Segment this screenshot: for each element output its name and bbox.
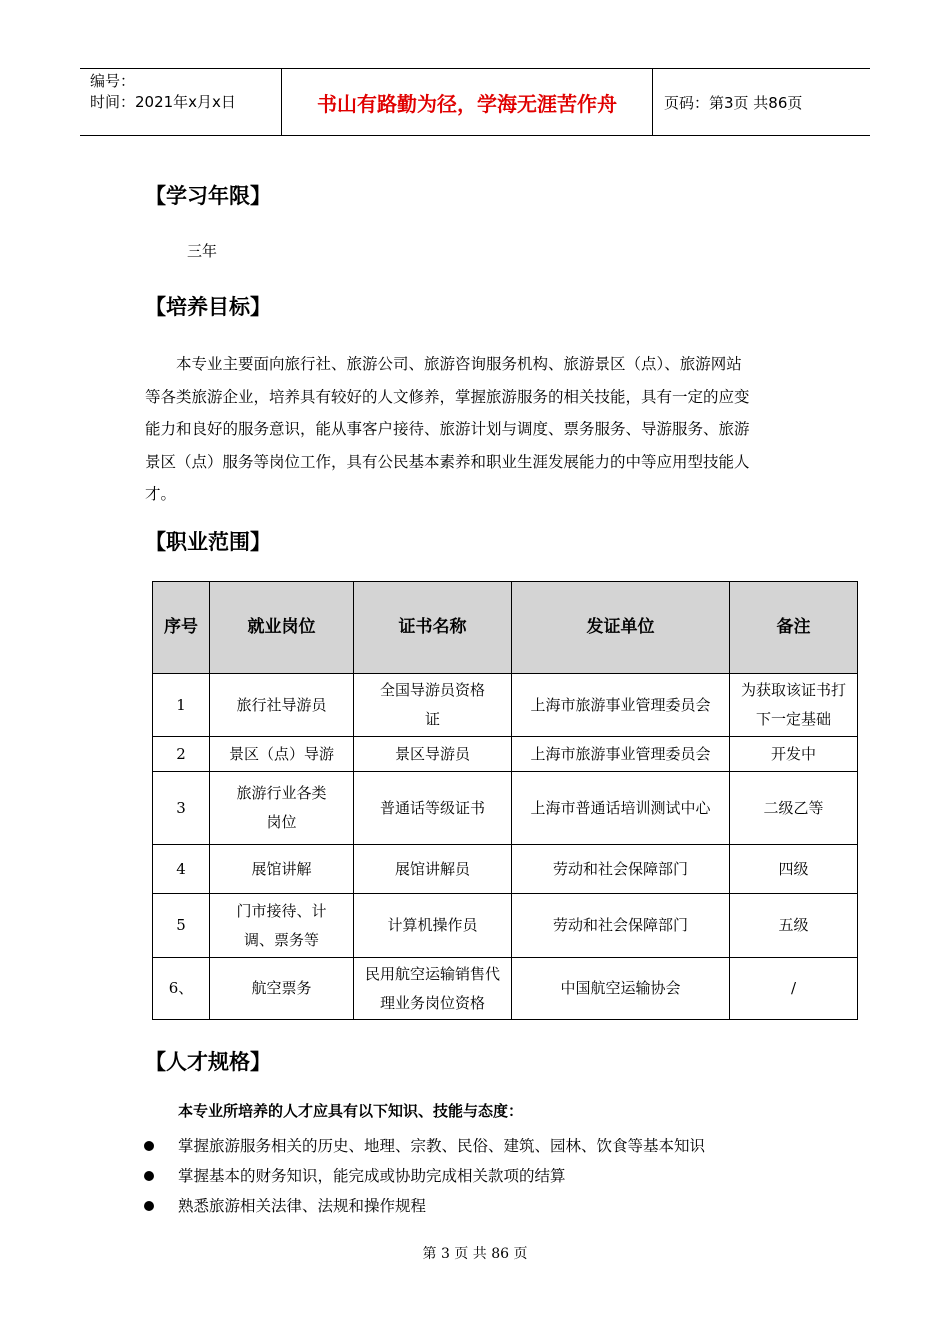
talent-intro: 本专业所培养的人才应具有以下知识、技能与态度： [178, 1102, 524, 1120]
section-title-duration: 【学习年限】 [145, 184, 271, 208]
header-cell-note: 备注 [730, 582, 858, 674]
cell-position: 旅行社导游员 [210, 674, 354, 737]
goal-line: 景区（点）服务等岗位工作，具有公民基本素养和职业生涯发展能力的中等应用型技能人 [145, 452, 750, 471]
bullet-icon [144, 1171, 154, 1181]
cell-position: 航空票务 [210, 958, 354, 1020]
bullet-icon [144, 1141, 154, 1151]
cell-position: 旅游行业各类岗位 [210, 772, 354, 845]
goal-line: 等各类旅游企业，培养具有较好的人文修养，掌握旅游服务的相关技能，具有一定的应变 [145, 387, 750, 406]
cell-certificate: 景区导游员 [354, 737, 512, 772]
page-footer: 第 3 页 共 86 页 [422, 1246, 528, 1262]
header-number: 编号： [90, 72, 136, 90]
cell-note: 五级 [730, 894, 858, 958]
list-item-text: 熟悉旅游相关法律、法规和操作规程 [178, 1197, 427, 1215]
cell-certificate: 普通话等级证书 [354, 772, 512, 845]
page-header [80, 68, 870, 136]
career-table [152, 581, 858, 1020]
goal-line: 才。 [145, 485, 177, 503]
cell-position: 门市接待、计调、票务等 [210, 894, 354, 958]
header-cell-position: 就业岗位 [210, 582, 354, 674]
list-item [145, 1161, 845, 1191]
cell-note: 开发中 [730, 737, 858, 772]
table-header-row [153, 582, 858, 674]
header-cell-issuer: 发证单位 [512, 582, 730, 674]
table-row [153, 894, 858, 958]
header-cell-certificate: 证书名称 [354, 582, 512, 674]
talent-list [145, 1131, 845, 1221]
cell-issuer: 劳动和社会保障部门 [512, 894, 730, 958]
goal-line: 本专业主要面向旅行社、旅游公司、旅游咨询服务机构、旅游景区（点）、旅游网站 [145, 355, 742, 373]
bullet-icon [144, 1201, 154, 1211]
header-motto: 书山有路勤为径，学海无涯苦作舟 [282, 69, 653, 135]
cell-certificate: 民用航空运输销售代理业务岗位资格 [354, 958, 512, 1020]
table-row [153, 958, 858, 1020]
cell-index: 3 [153, 772, 210, 845]
header-page-number: 页码：第3页 共86页 [664, 93, 803, 112]
section-title-career: 【职业范围】 [145, 530, 271, 554]
cell-certificate: 展馆讲解员 [354, 845, 512, 894]
header-cell-index: 序号 [153, 582, 210, 674]
list-item [145, 1191, 845, 1221]
cell-index: 1 [153, 674, 210, 737]
cell-index: 4 [153, 845, 210, 894]
cell-index: 6、 [153, 958, 210, 1020]
cell-note: 四级 [730, 845, 858, 894]
cell-position: 景区（点）导游 [210, 737, 354, 772]
cell-certificate: 计算机操作员 [354, 894, 512, 958]
duration-value: 三年 [187, 242, 218, 260]
header-time: 时间：2021年x月x日 [90, 93, 236, 111]
header-meta [80, 69, 282, 135]
cell-note: 二级乙等 [730, 772, 858, 845]
cell-note: 为获取该证书打下一定基础 [730, 674, 858, 737]
list-item-text: 掌握基本的财务知识，能完成或协助完成相关款项的结算 [178, 1167, 566, 1185]
cell-issuer: 上海市普通话培训测试中心 [512, 772, 730, 845]
section-title-talent: 【人才规格】 [145, 1050, 271, 1074]
list-item-text: 掌握旅游服务相关的历史、地理、宗教、民俗、建筑、园林、饮食等基本知识 [178, 1137, 706, 1155]
table-row [153, 772, 858, 845]
cell-note: / [730, 958, 858, 1020]
cell-issuer: 上海市旅游事业管理委员会 [512, 737, 730, 772]
goal-line: 能力和良好的服务意识，能从事客户接待、旅游计划与调度、票务服务、导游服务、旅游 [145, 420, 750, 438]
list-item [145, 1131, 845, 1161]
table-row [153, 845, 858, 894]
cell-certificate: 全国导游员资格证 [354, 674, 512, 737]
cell-issuer: 中国航空运输协会 [512, 958, 730, 1020]
cell-issuer: 劳动和社会保障部门 [512, 845, 730, 894]
section-title-goal: 【培养目标】 [145, 295, 271, 319]
goal-paragraph [145, 348, 815, 511]
cell-index: 2 [153, 737, 210, 772]
cell-index: 5 [153, 894, 210, 958]
table-row [153, 674, 858, 737]
cell-issuer: 上海市旅游事业管理委员会 [512, 674, 730, 737]
cell-position: 展馆讲解 [210, 845, 354, 894]
table-row [153, 737, 858, 772]
